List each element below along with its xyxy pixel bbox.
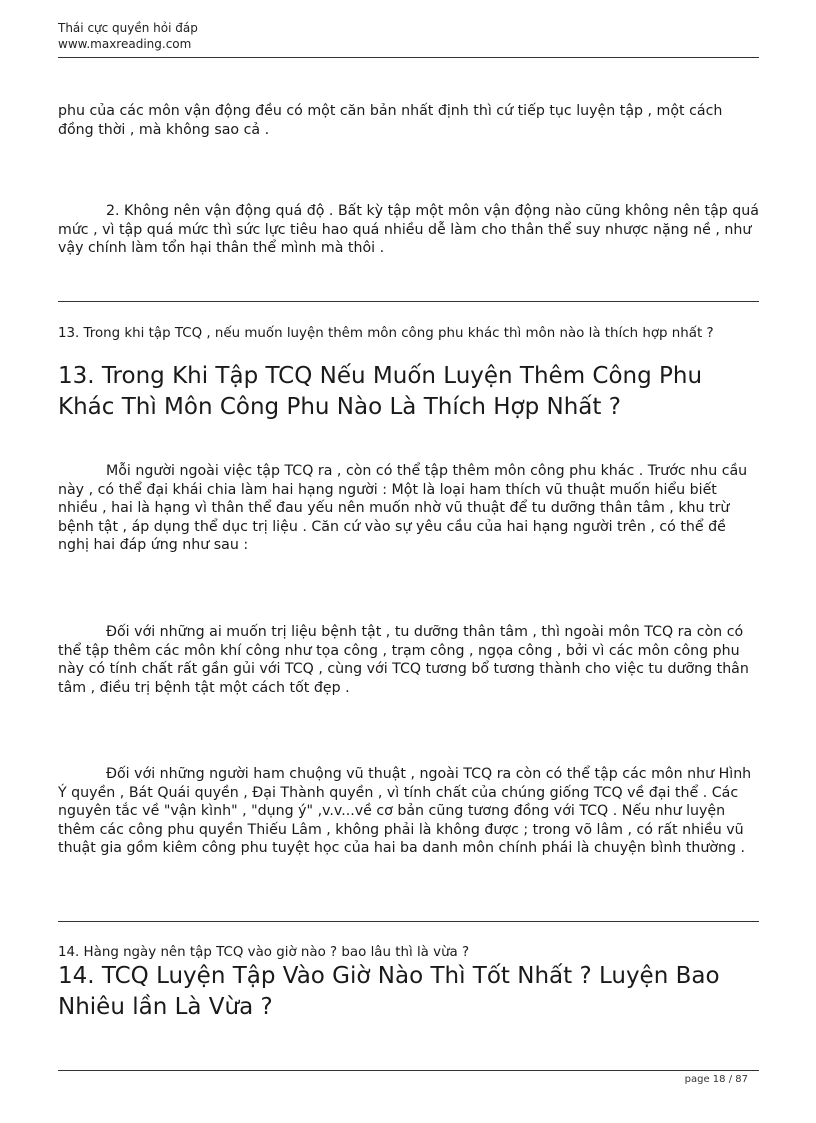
paragraph-13-intro: Mỗi người ngoài việc tập TCQ ra , còn có thể tập thêm môn công phu khác . Trước nhu cầu này , có thể đại khái chia làm hai hạng người : Một là loại ham thích vũ thuật muốn hiểu biết nhiều , hai là hạng vì thân thể đau yếu nên muốn nhờ vũ thuật để tu dưỡng thân tâm , khu trừ bệnh tật , áp dụng thể dục trị liệu . Căn cứ vào sự yêu cầu của hai hạng người trên , có thể đề nghị hai đáp ứng như sau : [58,463,748,553]
page-number: page 18 / 87 [684,1074,748,1085]
section-rule [58,921,759,922]
paragraph-13-martial: Đối với những người ham chuộng vũ thuật , ngoài TCQ ra còn có thể tập các môn như Hình Ý quyền , Bát Quái quyền , Đại Thành quyền , vì tính chất của chúng giống TCQ về đại thể . Các nguyên tắc về "vận kình" , "dụng ý" ,v.v...về cơ bản cũng tương đồng với TCQ . Nếu như luyện thêm các công phu quyền Thiếu Lâm , không phải là không được ; trong võ lâm , có rất nhiều vũ thuật gia gồm kiêm công phu tuyệt học của hai ba danh môn chính phái là chuyện bình thường . [58,766,752,856]
paragraph-continuation: phu của các môn vận động đều có một căn bản nhất định thì cứ tiếp tục luyện tập , một cách đồng thời , mà không sao cả . [58,103,723,138]
question-14: 14. Hàng ngày nên tập TCQ vào giờ nào ? bao lâu thì là vừa ? [58,945,470,960]
running-header [58,20,760,52]
heading-13: 13. Trong Khi Tập TCQ Nếu Muốn Luyện Thêm Công Phu Khác Thì Môn Công Phu Nào Là Thích Hợp Nhất ? [58,363,703,420]
question-13: 13. Trong khi tập TCQ , nếu muốn luyện thêm môn công phu khác thì môn nào là thích hợp nhất ? [58,326,714,341]
section-rule [58,301,759,302]
header-title: Thái cực quyền hỏi đáp [58,21,198,35]
header-rule [58,57,759,58]
footer-rule [58,1070,759,1071]
paragraph-point-2: 2. Không nên vận động quá độ . Bất kỳ tập một môn vận động nào cũng không nên tập quá mức , vì tập quá mức thì sức lực tiêu hao quá nhiều dễ làm cho thân thể suy nhược nặng nề , như vậy chính làm tổn hại thân thể mình mà thôi . [58,203,759,256]
header-site: www.maxreading.com [58,37,192,51]
heading-14: 14. TCQ Luyện Tập Vào Giờ Nào Thì Tốt Nhất ? Luyện Bao Nhiêu lần Là Vừa ? [58,963,720,1020]
paragraph-13-health: Đối với những ai muốn trị liệu bệnh tật , tu dưỡng thân tâm , thì ngoài môn TCQ ra còn có thể tập thêm các môn khí công như tọa công , trạm công , ngọa công , bởi vì các môn công phu này có tính chất rất gần gủi với TCQ , cùng với TCQ tương bổ tương thành cho việc tu dưỡng thân tâm , điều trị bệnh tật một cách tốt đẹp . [58,624,749,696]
